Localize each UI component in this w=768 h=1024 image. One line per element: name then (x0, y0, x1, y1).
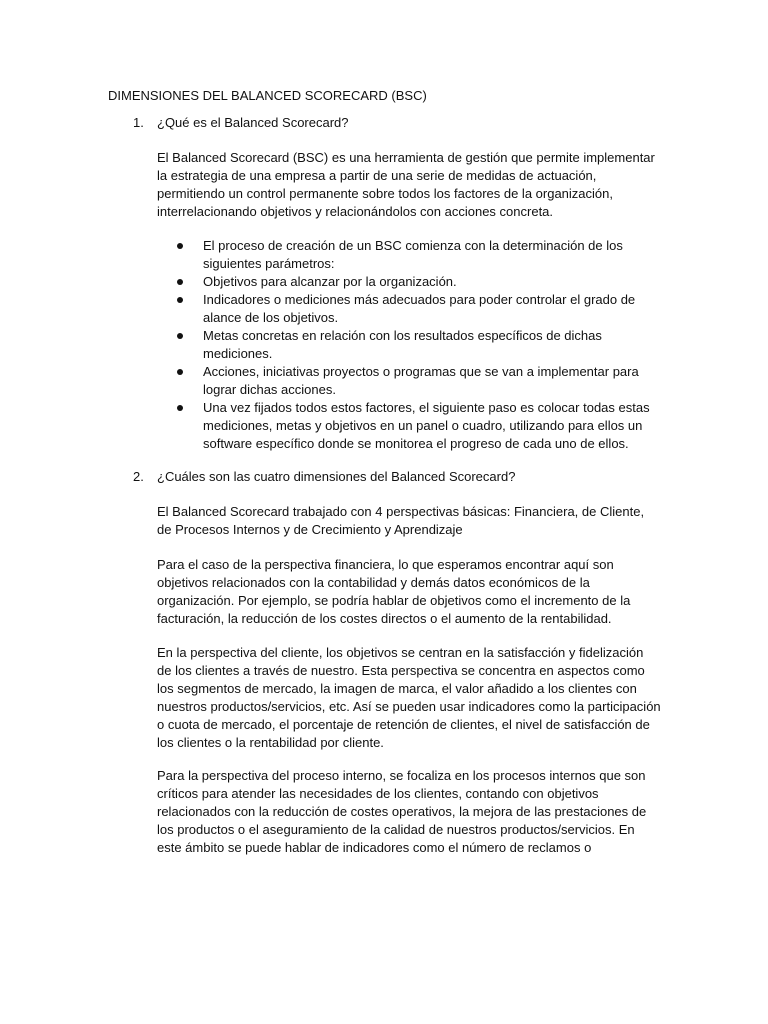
list-item: Una vez fijados todos estos factores, el siguiente paso es colocar todas estas mediciones, metas y objetivos en un panel o cuadro, utilizando para ellos un software específico donde se monitorea el progreso de cada uno de ellos. (157, 399, 657, 453)
bullet-icon (177, 333, 183, 339)
bullet-list (157, 237, 657, 453)
list-item: Acciones, iniciativas proyectos o programas que se van a implementar para lograr dichas acciones. (157, 363, 657, 399)
list-item: Indicadores o mediciones más adecuados para poder controlar el grado de alance de los objetivos. (157, 291, 657, 327)
list-item: El proceso de creación de un BSC comienza con la determinación de los siguientes parámetros: (157, 237, 657, 273)
question-2-paragraph-2: Para el caso de la perspectiva financiera, lo que esperamos encontrar aquí son objetivos relacionados con la contabilidad y demás datos económicos de la organización. Por ejemplo, se podría hablar de objetivos como el incremento de la facturación, la reducción de los costes directos o el aumento de la rentabilidad. (157, 557, 631, 626)
question-1-number: 1. (133, 115, 144, 130)
bullet-icon (177, 369, 183, 375)
bullet-icon (177, 279, 183, 285)
question-2-text: ¿Cuáles son las cuatro dimensiones del Balanced Scorecard? (157, 469, 516, 484)
question-2-paragraph-4: Para la perspectiva del proceso interno, se focaliza en los procesos internos que son críticos para atender las necesidades de los clientes, contando con objetivos relacionados con la reducción de costes operativos, la mejora de las prestaciones de los productos o el aseguramiento de la calidad de nuestros productos/servicios. En este ámbito se puede hablar de indicadores como el número de reclamos o (157, 768, 647, 855)
question-2-paragraph-3: En la perspectiva del cliente, los objetivos se centran en la satisfacción y fidelización de los clientes a través de nuestro. Esta perspectiva se concentra en aspectos como los segmentos de mercado, la imagen de marca, el valor añadido a los clientes con nuestros productos/servicios, etc. Así se pueden usar indicadores como la participación o cuota de mercado, el porcentaje de retención de clientes, el nivel de satisfacción de los clientes o la rentabilidad por cliente. (157, 645, 661, 750)
list-item: Objetivos para alcanzar por la organización. (157, 273, 657, 291)
question-2-paragraph-1: El Balanced Scorecard trabajado con 4 perspectivas básicas: Financiera, de Cliente, de Procesos Internos y de Crecimiento y Aprendizaje (157, 504, 645, 537)
bullet-icon (177, 405, 183, 411)
question-1-paragraph: El Balanced Scorecard (BSC) es una herramienta de gestión que permite implementar la estrategia de una empresa a partir de una serie de medidas de actuación, permitiendo un control permanente sobre todos los factores de la organización, interrelacionando objetivos y relacionándolos con acciones concreta. (157, 150, 655, 219)
document-title: DIMENSIONES DEL BALANCED SCORECARD (BSC) (108, 88, 427, 103)
list-item: Metas concretas en relación con los resultados específicos de dichas mediciones. (157, 327, 657, 363)
bullet-icon (177, 297, 183, 303)
question-2-number: 2. (133, 469, 144, 484)
question-1-text: ¿Qué es el Balanced Scorecard? (157, 115, 349, 130)
bullet-icon (177, 243, 183, 249)
